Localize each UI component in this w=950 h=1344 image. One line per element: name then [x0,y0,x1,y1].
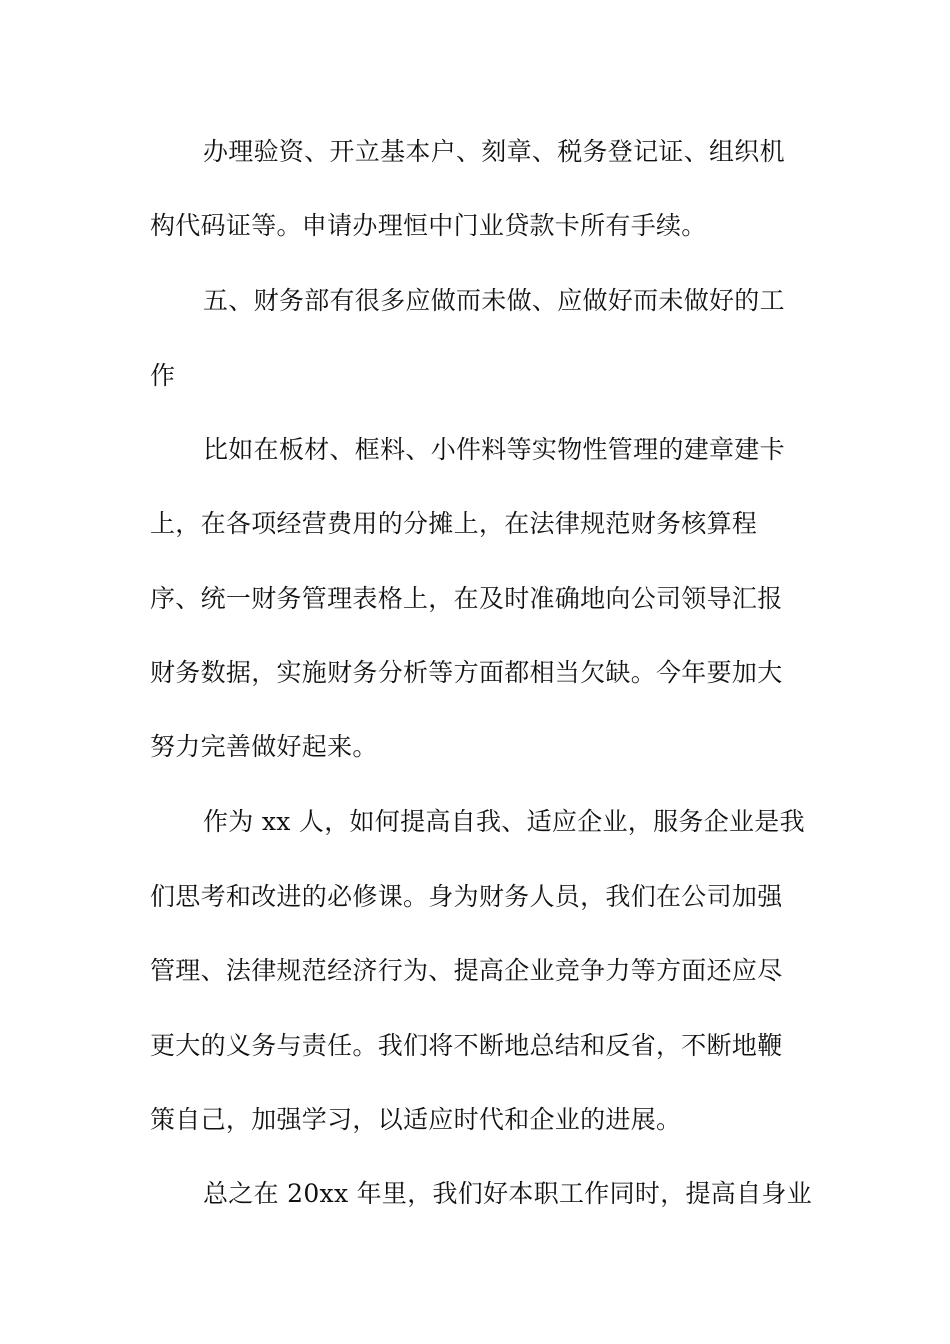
text-line: 上，在各项经营费用的分摊上，在法律规范财务核算程 [150,509,758,538]
text-line: 比如在板材、框料、小件料等实物性管理的建章建卡 [203,435,785,464]
text-line: 努力完善做好起来。 [150,732,378,761]
section-heading-continuation: 作 [150,361,176,390]
text-line: 序、统一财务管理表格上，在及时准确地向公司领导汇报 [150,584,783,613]
text-line: 作为 xx 人，如何提高自我、适应企业，服务企业是我 [203,807,805,836]
text-line: 构代码证等。申请办理恒中门业贷款卡所有手续。 [150,211,707,240]
text-line: 管理、法律规范经济行为、提高企业竞争力等方面还应尽 [150,956,783,985]
text-line: 们思考和改进的必修课。身为财务人员，我们在公司加强 [150,882,783,911]
text-line: 更大的义务与责任。我们将不断地总结和反省，不断地鞭 [150,1031,783,1060]
text-line: 总之在 20xx 年里，我们好本职工作同时，提高自身业 [203,1179,813,1208]
text-line: 财务数据，实施财务分析等方面都相当欠缺。今年要加大 [150,658,783,687]
text-line: 策自己，加强学习，以适应时代和企业的进展。 [150,1105,682,1134]
text-line: 办理验资、开立基本户、刻章、税务登记证、组织机 [203,137,785,166]
section-heading: 五、财务部有很多应做而未做、应做好而未做好的工 [203,286,785,315]
